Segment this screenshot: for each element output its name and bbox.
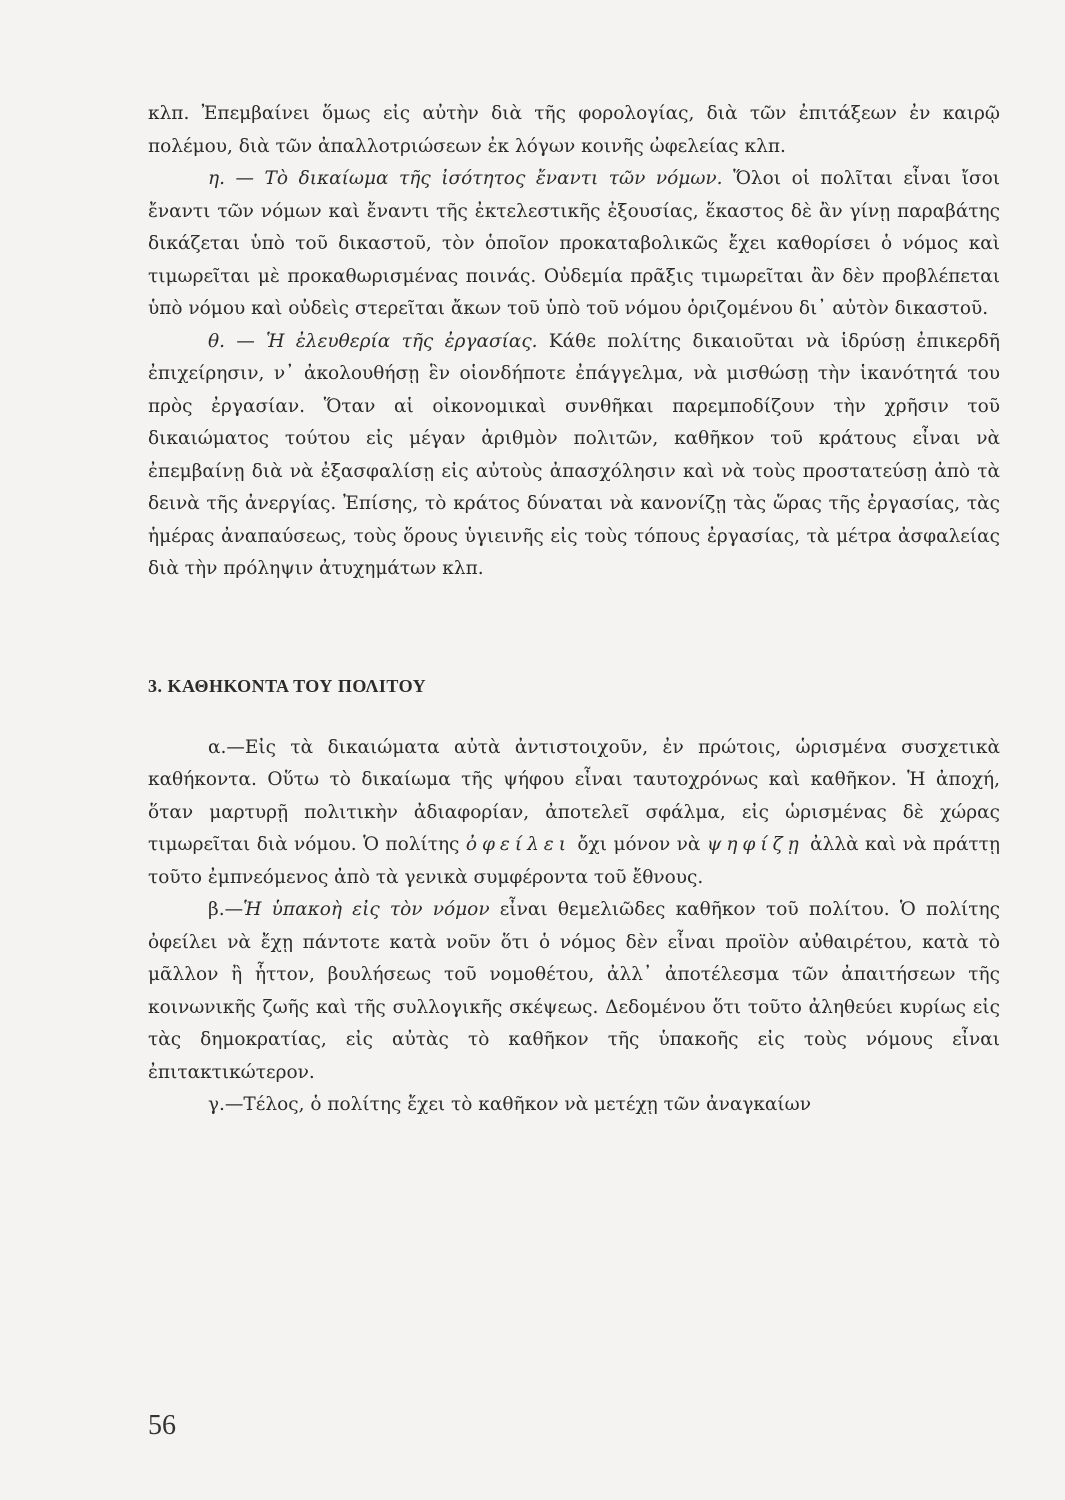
- paragraph-duties-a-text: α.—Εἰς τὰ δικαιώματα αὐτὰ ἀντιστοιχοῦν, ἐν πρώτοις, ὡρισμένα συσχετικὰ καθήκοντα. Οὕτω τὸ δικαίωμα τῆς ψήφου εἶναι ταυτοχρόνως καὶ καθῆκον. Ἡ ἀποχή, ὅταν μαρτυρῇ πολιτικὴν ἀδιαφορίαν, ἀποτελεῖ σφάλμα, εἰς ὡρισμένας δὲ χώρας τιμωρεῖται διὰ νόμου. Ὁ πολίτης: [148, 736, 1000, 855]
- paragraph-duties-a-mid: ὄχι μόνον νὰ: [571, 834, 707, 855]
- paragraph-duties-c: γ.—Τέλος, ὁ πολίτης ἔχει τὸ καθῆκον νὰ μετέχῃ τῶν ἀναγκαίων: [208, 1094, 812, 1115]
- paragraph-duties-b: [148, 894, 1000, 1089]
- paragraph-equality-label: η. — Τὸ δικαίωμα τῆς ἰσότητος ἔναντι τῶν νόμων.: [208, 168, 723, 189]
- paragraph-duties-a: [148, 732, 1000, 895]
- emphasis-psifizei: ψηφίζῃ: [706, 834, 804, 855]
- paragraph-equality: [148, 163, 1000, 326]
- paragraph-labour-label: θ. — Ἡ ἐλευθερία τῆς ἐργασίας.: [208, 330, 538, 352]
- section-heading: 3. ΚΑΘΗΚΟΝΤΑ ΤΟΥ ΠΟΛΙΤΟΥ: [148, 675, 427, 696]
- emphasis-ofeilei: ὀφείλει: [465, 834, 571, 855]
- paragraph-equality-text: Ὅλοι οἱ πολῖται εἶναι ἴσοι ἔναντι τῶν νόμων καὶ ἔναντι τῆς ἐκτελεστικῆς ἐξουσίας, ἕκαστος δὲ ἂν γίνῃ παραβάτης δικάζεται ὑπὸ τοῦ δικαστοῦ, τὸν ὁποῖον προκαταβολικῶς ἔχει καθορίσει ὁ νόμος καὶ τιμωρεῖται μὲ προκαθωρισμένας ποινάς. Οὐδεμία πρᾶξις τιμωρεῖται ἂν δὲν προβλέπεται ὑπὸ νόμου καὶ οὐδεὶς στερεῖται ἄκων τοῦ ὑπὸ τοῦ νόμου ὁριζομένου δι᾽ αὐτὸν δικαστοῦ.: [148, 168, 1000, 319]
- page-body: [148, 98, 1000, 1122]
- page-number: 56: [148, 1410, 176, 1441]
- paragraph-duties-a-end: ἀλλὰ καὶ νὰ πράττῃ τοῦτο ἐμπνεόμενος ἀπὸ τὰ γενικὰ συμφέροντα τοῦ ἔθνους.: [148, 834, 1000, 888]
- paragraph-labour-text: Κάθε πολίτης δικαιοῦται νὰ ἱδρύσῃ ἐπικερδῆ ἐπιχείρησιν, ν᾽ ἀκολουθήσῃ ἓν οἱονδήποτε ἐπάγγελμα, νὰ μισθώσῃ τὴν ἱκανότητά του πρὸς ἐργασίαν. Ὅταν αἱ οἰκονομικαὶ συνθῆκαι παρεμποδίζουν τὴν χρῆσιν τοῦ δικαιώματος τούτου εἰς μέγαν ἀριθμὸν πολιτῶν, καθῆκον τοῦ κράτους εἶναι νὰ ἐπεμβαίνῃ διὰ νὰ ἐξασφαλίσῃ εἰς αὐτοὺς ἀπασχόλησιν καὶ νὰ τοὺς προστατεύσῃ ἀπὸ τὰ δεινὰ τῆς ἀνεργίας. Ἐπίσης, τὸ κράτος δύναται νὰ κανονίζῃ τὰς ὥρας τῆς ἐργασίας, τὰς ἡμέρας ἀναπαύσεως, τοὺς ὅρους ὑγιεινῆς εἰς τοὺς τόπους ἐργασίας, τὰ μέτρα ἀσφαλείας διὰ τὴν πρόληψιν ἀτυχημάτων κλπ.: [148, 330, 1000, 579]
- paragraph-labour: [148, 326, 1000, 586]
- paragraph-duties-b-text: εἶναι θεμελιῶδες καθῆκον τοῦ πολίτου. Ὁ πολίτης ὀφείλει νὰ ἔχῃ πάντοτε κατὰ νοῦν ὅτι ὁ νόμος δὲν εἶναι προϊὸν αὐθαιρέτου, κατὰ τὸ μᾶλλον ἢ ἧττον, βουλήσεως τοῦ νομοθέτου, ἀλλ᾽ ἀποτέλεσμα τῶν ἀπαιτήσεων τῆς κοινωνικῆς ζωῆς καὶ τῆς συλλογικῆς σκέψεως. Δεδομένου ὅτι τοῦτο ἀληθεύει κυρίως εἰς τὰς δημοκρατίας, εἰς αὐτὰς τὸ καθῆκον τῆς ὑπακοῆς εἰς τοὺς νόμους εἶναι ἐπιτακτικώτερον.: [148, 899, 1000, 1083]
- paragraph-duties-b-start: β.—: [208, 899, 244, 920]
- paragraph-intro: κλπ. Ἐπεμβαίνει ὅμως εἰς αὐτὴν διὰ τῆς φορολογίας, διὰ τῶν ἐπιτάξεων ἐν καιρῷ πολέμου, διὰ τῶν ἀπαλλοτριώσεων ἐκ λόγων κοινῆς ὠφελείας κλπ.: [148, 103, 1000, 157]
- paragraph-duties-b-label: Ἡ ὑπακοὴ εἰς τὸν νόμον: [243, 899, 490, 920]
